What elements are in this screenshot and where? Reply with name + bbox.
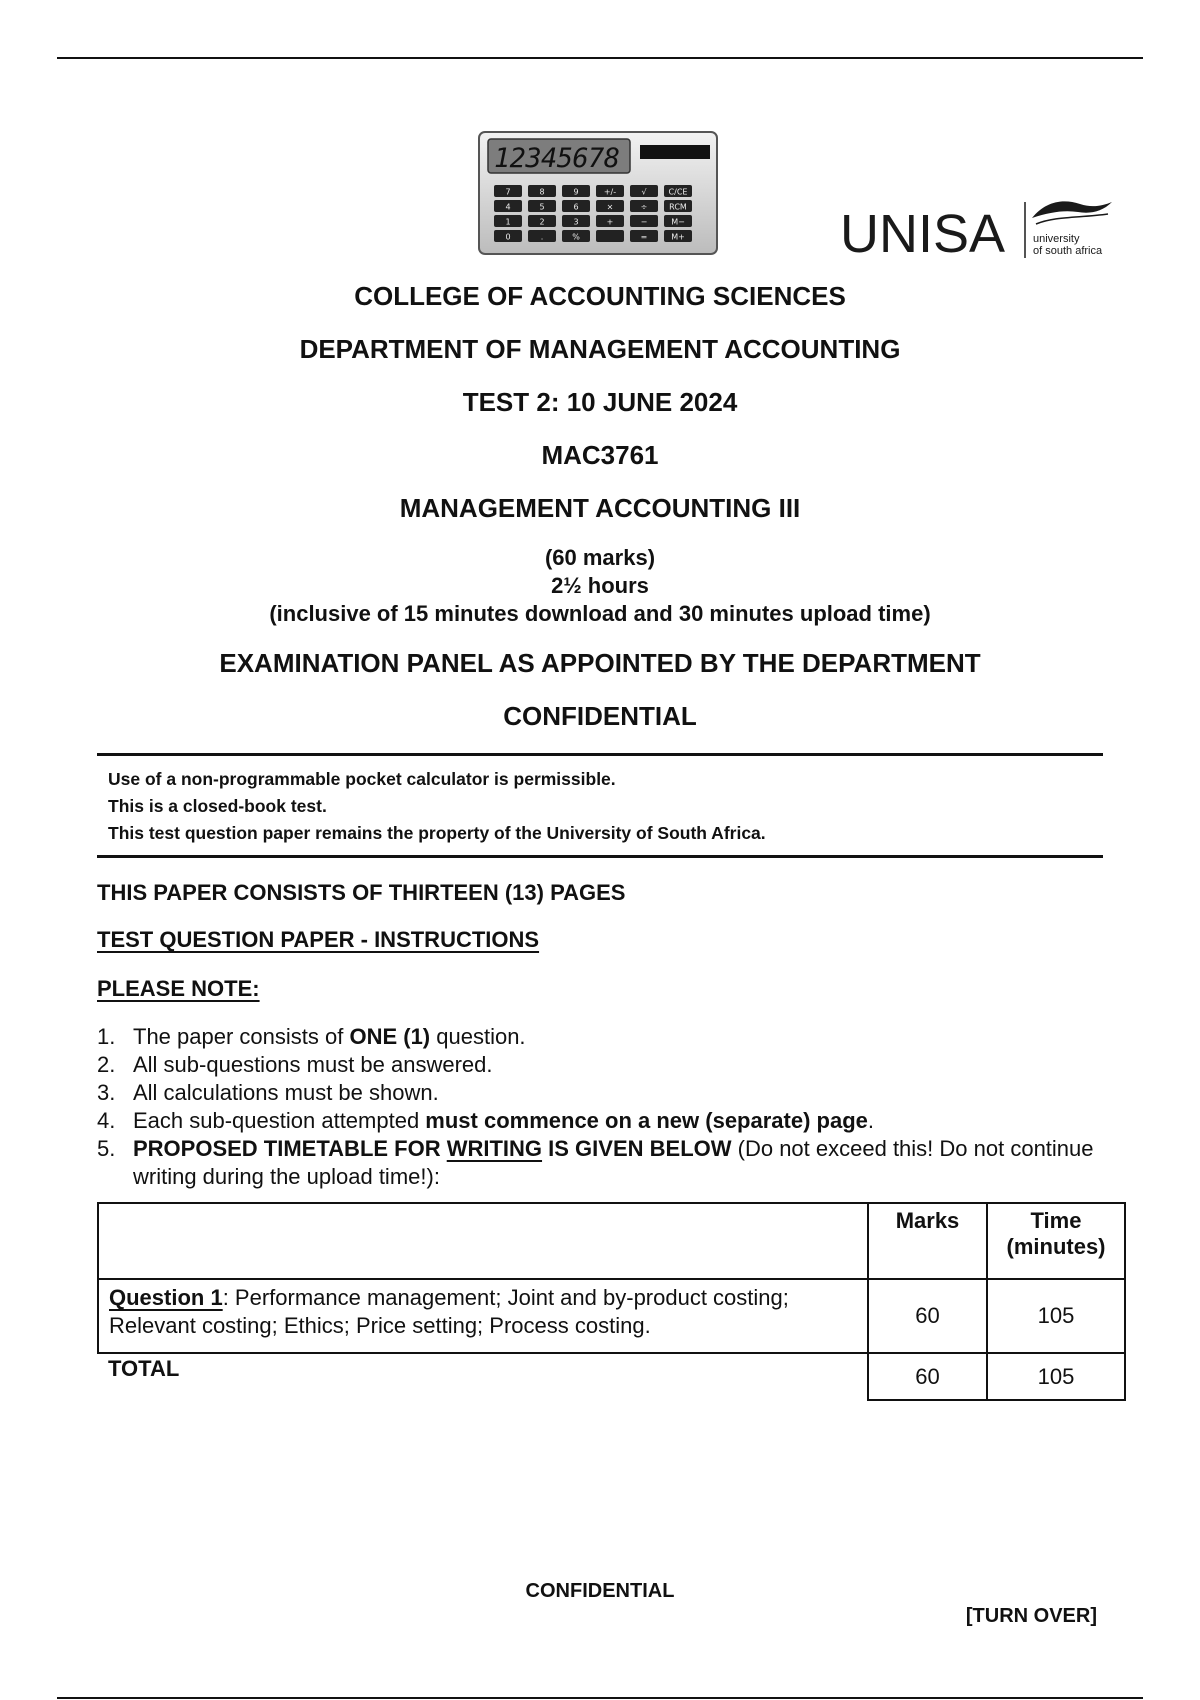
list-item: 4. Each sub-question attempted must commence on a new (separate) page. [97,1108,874,1133]
total-time-value: 105 [987,1353,1125,1400]
total-label: TOTAL [108,1356,180,1381]
table-total-row [98,1353,1125,1400]
calculator-key-label: C/CE [668,187,688,197]
department-title: DEPARTMENT OF MANAGEMENT ACCOUNTING [299,334,901,364]
total-marks: (60 marks) [544,545,656,570]
top-rule [57,57,1143,59]
calculator-key-label: 2 [539,217,545,227]
calculator-key-label: + [606,217,614,227]
module-code: MAC3761 [541,440,659,470]
calculator-key-label: 6 [573,202,579,212]
table-row [98,1279,1125,1353]
calculator-key-label: M+ [671,232,685,242]
page-count: THIS PAPER CONSISTS OF THIRTEEN (13) PAGES [97,880,626,905]
please-note: PLEASE NOTE: [97,976,260,1001]
notice-bottom-rule [97,855,1103,858]
question-time: 105 [987,1279,1125,1353]
calculator-key-label: 1 [505,217,511,227]
calculator-key-label: 7 [505,187,511,197]
timetable [97,1202,1126,1401]
list-item: 5. PROPOSED TIMETABLE FOR WRITING IS GIVEN BELOW (Do not exceed this! Do not continue writing during the upload time!): [97,1136,1094,1189]
calculator-key [596,230,624,242]
calculator-key-label: 4 [505,202,511,212]
module-name: MANAGEMENT ACCOUNTING III [399,493,801,523]
calculator-key-label: % [572,232,580,242]
notice-closed-book: This is a closed-book test. [108,796,327,816]
notice-calculator: Use of a non-programmable pocket calculator is permissible. [108,769,616,789]
marks-header: Marks [895,1208,960,1233]
time-header-unit: (minutes) [1006,1234,1106,1259]
examination-panel: EXAMINATION PANEL AS APPOINTED BY THE DEPARTMENT [219,648,981,678]
calculator-key-label: RCM [669,202,687,212]
calculator-key-label: +/- [603,187,617,197]
list-item: 1. The paper consists of ONE (1) question. [97,1024,526,1049]
calculator-key-label: 8 [539,187,545,197]
turn-over: [TURN OVER] [965,1605,1097,1627]
calculator-key-label: = [640,232,648,242]
test-date: TEST 2: 10 JUNE 2024 [462,387,738,417]
unisa-tagline-1: university [1033,233,1080,245]
list-item: 2. All sub-questions must be answered. [97,1052,493,1077]
question-description: : Performance management; Joint and by-product costing; Relevant costing; Ethics; Price setting; Process costing. [109,1285,789,1338]
table-header-row [98,1203,1125,1279]
calculator-key-label: − [640,217,648,227]
instruction-list [97,1023,1117,1191]
calculator-key-label: . [540,232,544,242]
notice-property: This test question paper remains the property of the University of South Africa. [108,823,766,843]
unisa-logo [840,196,1120,265]
instructions-title: TEST QUESTION PAPER - INSTRUCTIONS [97,927,540,952]
calculator-key-label: M− [671,217,685,227]
college-title: COLLEGE OF ACCOUNTING SCIENCES [354,281,846,311]
confidential-heading: CONFIDENTIAL [503,701,697,731]
time-header: Time [1030,1208,1082,1233]
calculator-key-label: 0 [505,232,511,242]
bottom-rule [57,1697,1143,1699]
calculator-key-label: 5 [539,202,545,212]
notice-top-rule [97,753,1103,756]
calculator-key-label: √ [641,187,647,197]
calculator-icon [478,131,718,260]
list-item: 3. All calculations must be shown. [97,1080,439,1105]
question-marks: 60 [868,1279,987,1353]
duration-note: (inclusive of 15 minutes download and 30 minutes upload time) [269,601,931,626]
unisa-tagline-2: of south africa [1033,245,1103,257]
calculator-key-label: 3 [573,217,579,227]
calculator-key-label: × [606,202,614,212]
calculator-display: 12345678 [494,143,620,174]
calculator-key-label: 9 [573,187,579,197]
total-marks-value: 60 [868,1353,987,1400]
calculator-key-label: ÷ [640,202,648,212]
duration: 2½ hours [551,573,649,598]
unisa-wordmark: UNISA [840,204,1006,260]
footer-confidential: CONFIDENTIAL [525,1580,675,1602]
question-label: Question 1 [109,1285,223,1310]
